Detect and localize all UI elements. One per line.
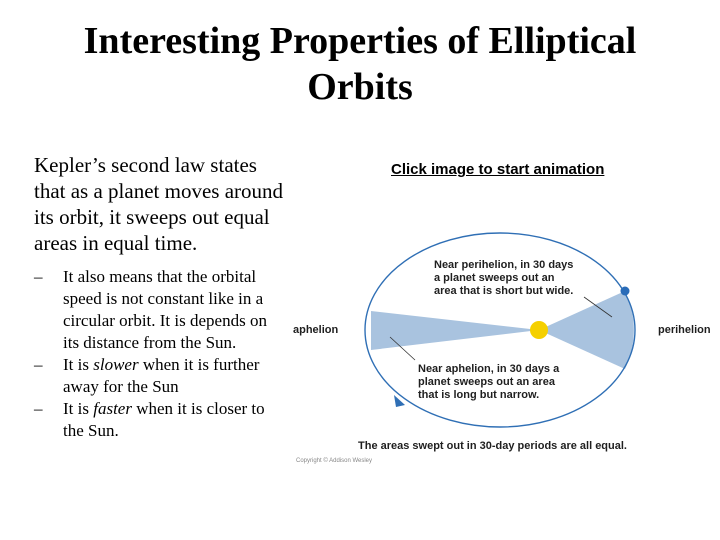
sub-bullet-3-before: It is <box>63 399 94 418</box>
bullet-list <box>34 152 286 442</box>
aphelion-label: aphelion <box>293 324 339 336</box>
start-animation-link[interactable]: Click image to start animation <box>391 161 605 178</box>
copyright-note: Copyright © Addison Wesley <box>296 458 373 464</box>
perihelion-note-line-2: a planet sweeps out an <box>434 272 555 284</box>
aphelion-note-line-3: that is long but narrow. <box>418 389 540 401</box>
orbit-arrow-icon <box>394 395 405 407</box>
dash-marker: – <box>34 267 43 286</box>
sub-bullet-3-text <box>63 398 286 442</box>
bullet-main: Kepler’s second law states that as a planet moves around its orbit, it sweeps out equal areas in equal time. <box>34 153 284 255</box>
perihelion-label: perihelion <box>658 324 711 336</box>
aphelion-swept-area <box>371 311 539 350</box>
sun-icon <box>530 321 548 339</box>
title-line-2: Orbits <box>307 66 413 108</box>
perihelion-swept-area <box>539 291 634 369</box>
title-line-1: Interesting Properties of Elliptical <box>83 20 637 62</box>
sub-bullet-3 <box>34 398 286 442</box>
kepler-orbit-diagram[interactable] <box>280 215 720 465</box>
sub-bullet-2-after: when it is further away for the Sun <box>63 355 260 396</box>
sub-bullet-2-before: It is <box>63 355 94 374</box>
sub-bullet-2-emphasis: slower <box>93 355 139 374</box>
dash-marker: – <box>34 355 43 374</box>
aphelion-note-line-2: planet sweeps out an area <box>418 376 555 388</box>
sub-bullet-1 <box>34 266 286 354</box>
slide-title <box>0 18 720 110</box>
diagram-caption: The areas swept out in 30-day periods are all equal. <box>358 440 627 452</box>
sub-bullet-2 <box>34 354 286 398</box>
sub-bullet-2-text <box>63 354 286 398</box>
aphelion-note-line-1: Near aphelion, in 30 days a <box>418 363 560 375</box>
sub-bullet-3-emphasis: faster <box>93 399 132 418</box>
dash-marker: – <box>34 399 43 418</box>
perihelion-note-line-3: area that is short but wide. <box>434 285 574 297</box>
perihelion-note-line-1: Near perihelion, in 30 days <box>434 259 574 271</box>
sub-bullet-3-after: when it is closer to the Sun. <box>63 399 265 440</box>
sub-bullet-1-text: It also means that the orbital speed is not constant like in a circular orbit. It is depends on its distance from the Sun. <box>63 267 267 352</box>
planet-icon <box>621 287 630 296</box>
